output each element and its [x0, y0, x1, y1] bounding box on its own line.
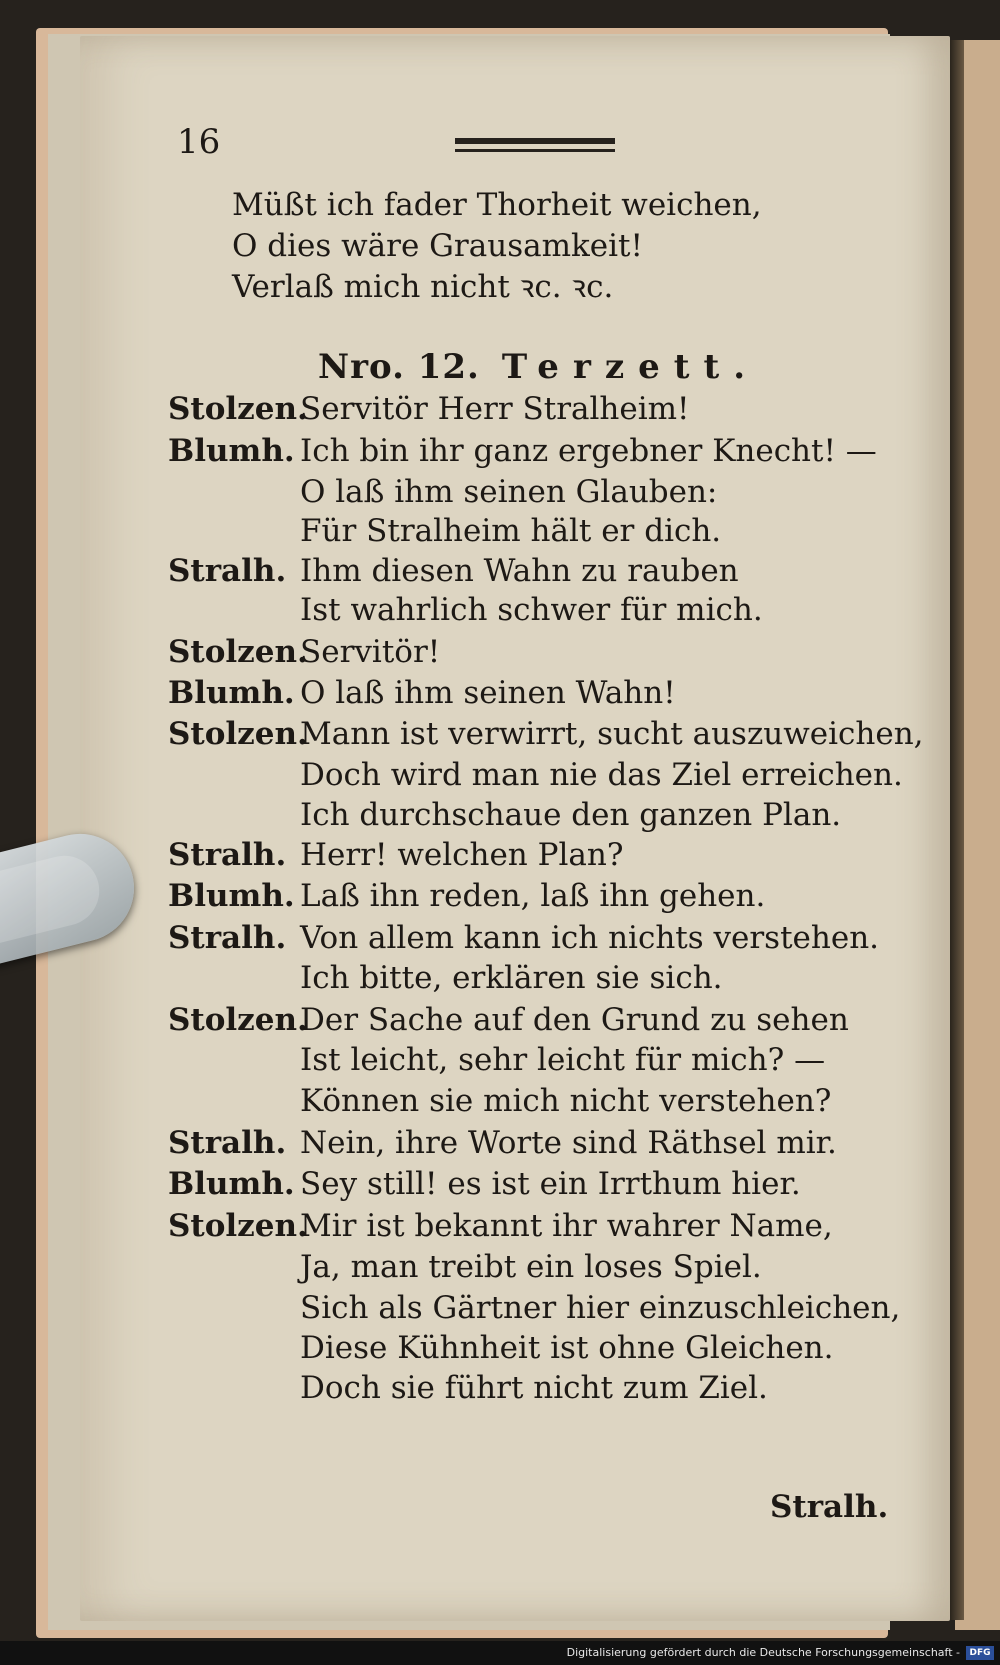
- gutter-shadow: [950, 40, 964, 1620]
- dialogue-line: Der Sache auf den Grund zu sehen: [300, 1002, 849, 1038]
- page-number: 16: [177, 122, 221, 162]
- dialogue-line: Servitör!: [300, 634, 441, 670]
- dialogue-line: Nein, ihre Worte sind Räthsel mir.: [300, 1125, 837, 1161]
- speaker-label: Stralh.: [168, 920, 287, 956]
- dialogue-line: Von allem kann ich nichts verstehen.: [300, 920, 880, 956]
- speaker-label: Stolzen.: [168, 1002, 308, 1038]
- dialogue-line: Servitör Herr Stralheim!: [300, 391, 690, 427]
- verse-line: O dies wäre Grausamkeit!: [232, 228, 643, 264]
- verse-line: Müßt ich fader Thorheit weichen,: [232, 187, 762, 223]
- dialogue-line: O laß ihm seinen Glauben:: [300, 474, 718, 510]
- dialogue-line: Mir ist bekannt ihr wahrer Name,: [300, 1208, 833, 1244]
- dialogue-line: Ich durchschaue den ganzen Plan.: [300, 797, 842, 833]
- speaker-label: Stolzen.: [168, 634, 308, 670]
- funding-credit: Digitalisierung gefördert durch die Deutsche Forschungsgemeinschaft -: [566, 1646, 960, 1659]
- speaker-label: Stolzen.: [168, 716, 308, 752]
- dialogue-line: Ich bitte, erklären sie sich.: [300, 960, 723, 996]
- dialogue-line: O laß ihm seinen Wahn!: [300, 675, 676, 711]
- dialogue-line: Sich als Gärtner hier einzuschleichen,: [300, 1290, 901, 1326]
- dialogue-line: Ja, man treibt ein loses Spiel.: [300, 1249, 762, 1285]
- heading-number: Nro. 12.: [318, 347, 480, 387]
- speaker-label: Blumh.: [168, 433, 295, 469]
- speaker-label: Stolzen.: [168, 391, 308, 427]
- dialogue-line: Ich bin ihr ganz ergebner Knecht! —: [300, 433, 877, 469]
- speaker-label: Blumh.: [168, 675, 295, 711]
- dialogue-line: Ist leicht, sehr leicht für mich? —: [300, 1042, 826, 1078]
- speaker-label: Stolzen.: [168, 1208, 308, 1244]
- section-heading: [318, 347, 760, 387]
- dialogue-line: Laß ihn reden, laß ihn gehen.: [300, 878, 766, 914]
- dialogue-line: Sey still! es ist ein Irrthum hier.: [300, 1166, 801, 1202]
- dialogue-line: Für Stralheim hält er dich.: [300, 513, 722, 549]
- catchword: Stralh.: [770, 1489, 889, 1525]
- dialogue-line: Doch wird man nie das Ziel erreichen.: [300, 757, 903, 793]
- dialogue-line: Herr! welchen Plan?: [300, 837, 624, 873]
- speaker-label: Blumh.: [168, 1166, 295, 1202]
- dialogue-line: Doch sie führt nicht zum Ziel.: [300, 1370, 768, 1406]
- dialogue-line: Diese Kühnheit ist ohne Gleichen.: [300, 1330, 834, 1366]
- speaker-label: Stralh.: [168, 553, 287, 589]
- dfg-logo-icon: DFG: [966, 1646, 994, 1660]
- dialogue-line: Mann ist verwirrt, sucht auszuweichen,: [300, 716, 924, 752]
- heading-title: Terzett.: [501, 347, 760, 387]
- speaker-label: Blumh.: [168, 878, 295, 914]
- speaker-label: Stralh.: [168, 1125, 287, 1161]
- dialogue-line: Können sie mich nicht verstehen?: [300, 1083, 832, 1119]
- speaker-label: Stralh.: [168, 837, 287, 873]
- header-ornament: [455, 138, 615, 152]
- dialogue-line: Ist wahrlich schwer für mich.: [300, 592, 763, 628]
- verse-line: Verlaß mich nicht ꝛc. ꝛc.: [232, 269, 614, 305]
- dialogue-line: Ihm diesen Wahn zu rauben: [300, 553, 739, 589]
